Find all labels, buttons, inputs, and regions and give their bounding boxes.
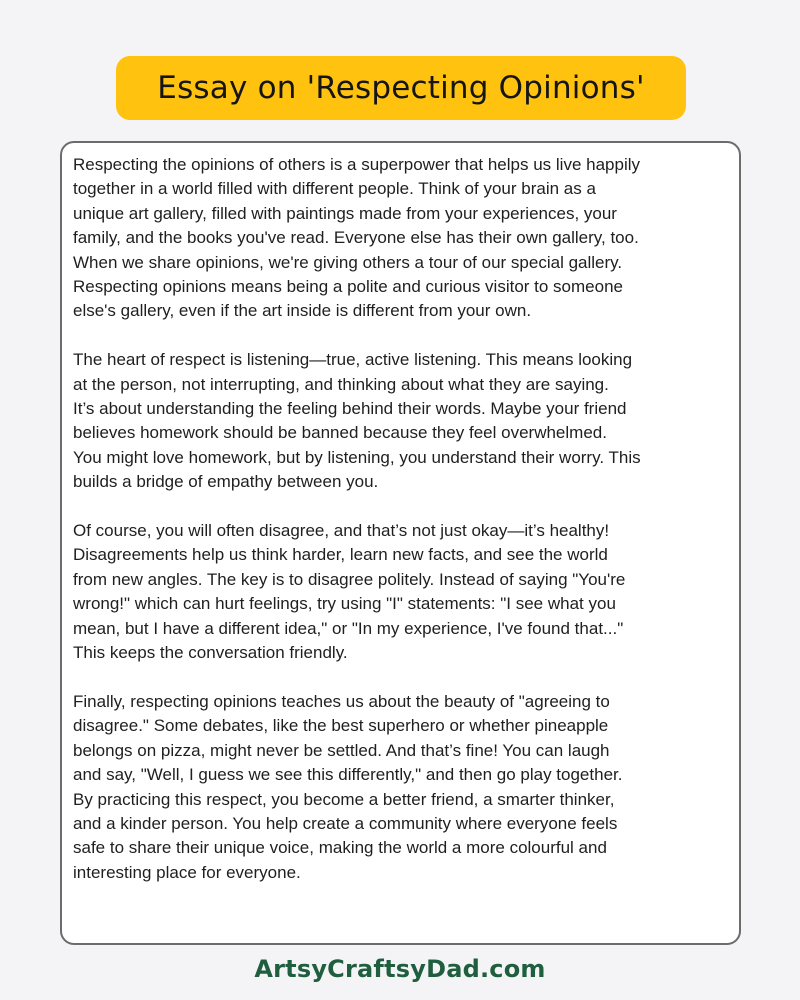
title-badge — [116, 56, 686, 120]
essay-paragraph-1: Respecting the opinions of others is a superpower that helps us live happily together in a world filled with different people. Think of your brain as a unique art gallery, filled with paintings made from your experiences, your family, and the books you've read. Everyone else has their own gallery, too. When we share opinions, we're giving others a tour of our special gallery. Respecting opinions means being a polite and curious visitor to someone else's gallery, even if the art inside is different from your own. — [73, 155, 641, 321]
essay-paragraph-2: The heart of respect is listening—true, active listening. This means looking at the person, not interrupting, and thinking about what they are saying. It’s about understanding the feeling behind their words. Maybe your friend believes homework should be banned because they feel overwhelmed. You might love homework, but by listening, you understand their worry. This builds a bridge of empathy between you. — [73, 350, 641, 492]
page-title: Essay on 'Respecting Opinions' — [157, 70, 645, 106]
site-watermark: ArtsyCraftsyDad.com — [254, 955, 546, 983]
essay-card — [60, 141, 741, 945]
essay-paragraph-3: Of course, you will often disagree, and that’s not just okay—it’s healthy! Disagreements help us think harder, learn new facts, and see the world from new angles. The key is to disagree politely. Instead of saying "You're wrong!" which can hurt feelings, try using "I" statements: "I see what you mean, but I have a different idea," or "In my experience, I've found that..." This keeps the conversation friendly. — [73, 521, 626, 663]
essay-paragraph-4: Finally, respecting opinions teaches us about the beauty of "agreeing to disagree." Some debates, like the best superhero or whether pineapple belongs on pizza, might never be settled. And that’s fine! You can laugh and say, "Well, I guess we see this differently," and then go play together. By practicing this respect, you become a better friend, a smarter thinker, and a kinder person. You help create a community where everyone feels safe to share their unique voice, making the world a more colourful and interesting place for everyone. — [73, 691, 623, 882]
